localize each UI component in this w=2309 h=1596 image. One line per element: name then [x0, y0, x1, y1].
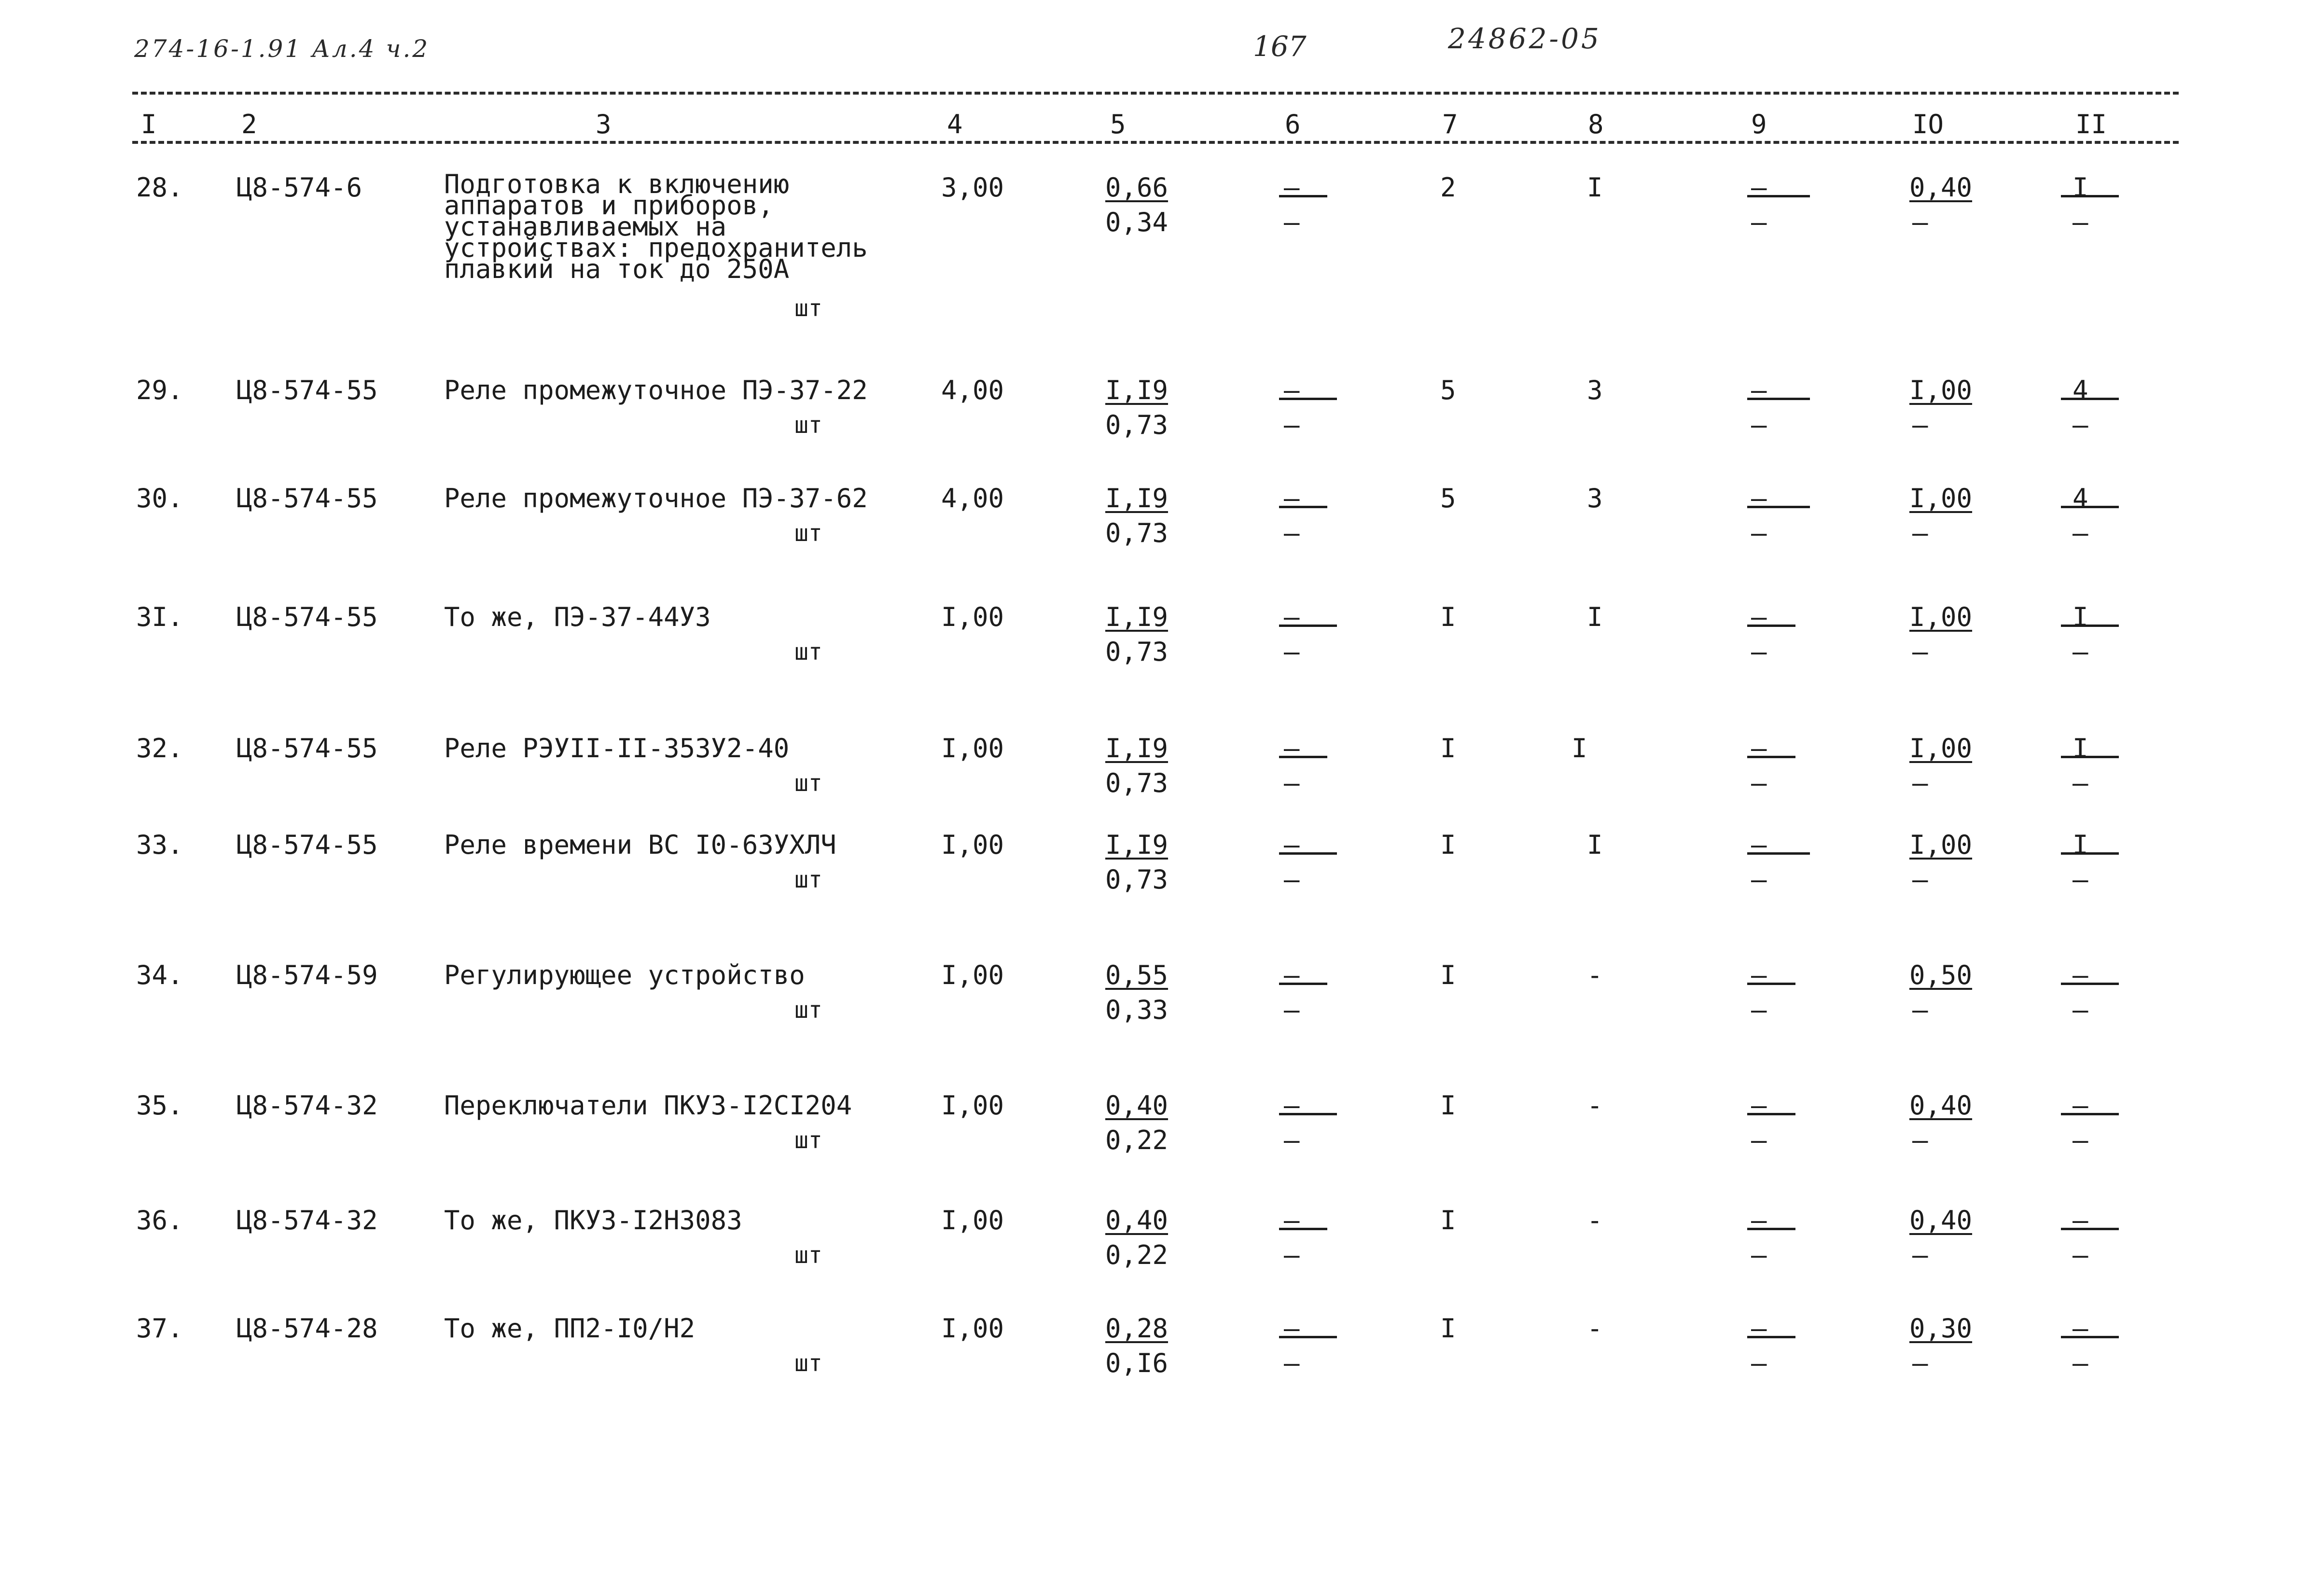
col10-numerator: I,00 — [1909, 483, 1973, 513]
col11-numerator: I — [2073, 830, 2088, 860]
col9-top: – — [1751, 602, 1767, 632]
column-number-3: 3 — [596, 109, 612, 139]
col11-rule — [2061, 625, 2119, 627]
column-number-4: 4 — [947, 109, 963, 139]
col9-top: – — [1751, 1090, 1767, 1121]
col11-rule — [2061, 506, 2119, 508]
work-description: То же, ПЭ-37-44У3 — [444, 602, 711, 632]
work-description: Реле промежуточное ПЭ-37-62 — [444, 483, 868, 513]
work-description: Реле РЭУII-II-353У2-40 — [444, 733, 790, 763]
col9-bottom: – — [1751, 864, 1767, 895]
col5-denominator: 0,73 — [1105, 768, 1168, 798]
col11-numerator: – — [2073, 960, 2088, 990]
col6-rule — [1279, 398, 1337, 400]
col9-top: – — [1751, 375, 1767, 405]
col6-top: – — [1284, 1205, 1300, 1235]
col8-value: - — [1587, 1313, 1603, 1344]
col5-numerator: 0,55 — [1105, 960, 1168, 990]
col5-numerator: I,I9 — [1105, 375, 1168, 405]
quantity: I,00 — [941, 1313, 1004, 1344]
col9-top: – — [1751, 172, 1767, 203]
col11-numerator: – — [2073, 1205, 2088, 1235]
col11-numerator: I — [2073, 602, 2088, 632]
col11-denominator: – — [2073, 1125, 2088, 1155]
col11-denominator: – — [2073, 995, 2088, 1025]
column-number-10: IO — [1912, 109, 1944, 139]
column-number-5: 5 — [1110, 109, 1126, 139]
col11-numerator: I — [2073, 172, 2088, 203]
col5-denominator: 0,22 — [1105, 1125, 1168, 1155]
unit-of-measure: шт — [794, 520, 822, 547]
work-description: Реле промежуточное ПЭ-37-22 — [444, 375, 868, 405]
row-number: 35. — [136, 1090, 183, 1121]
col6-top: – — [1284, 830, 1300, 860]
col9-bottom: – — [1751, 995, 1767, 1025]
column-number-9: 9 — [1751, 109, 1767, 139]
row-number: 33. — [136, 830, 183, 860]
col10-denominator: – — [1912, 410, 1928, 440]
norm-code: Ц8-574-55 — [236, 733, 378, 763]
col10-numerator: 0,40 — [1909, 1205, 1973, 1235]
col9-rule — [1747, 195, 1810, 197]
col9-bottom: – — [1751, 1240, 1767, 1270]
col9-bottom: – — [1751, 207, 1767, 237]
col6-bottom: – — [1284, 1240, 1300, 1270]
norm-code: Ц8-574-55 — [236, 483, 378, 513]
col11-numerator: – — [2073, 1313, 2088, 1344]
quantity: 4,00 — [941, 483, 1004, 513]
header-rule-top — [132, 92, 2179, 95]
col9-rule — [1747, 756, 1795, 758]
col6-top: – — [1284, 172, 1300, 203]
column-number-7: 7 — [1442, 109, 1458, 139]
col6-rule — [1279, 852, 1337, 855]
col5-numerator: I,I9 — [1105, 483, 1168, 513]
row-number: 36. — [136, 1205, 183, 1235]
quantity: 3,00 — [941, 172, 1004, 203]
col11-denominator: – — [2073, 410, 2088, 440]
col11-rule — [2061, 1228, 2119, 1230]
row-number: 37. — [136, 1313, 183, 1344]
col6-top: – — [1284, 483, 1300, 513]
col6-top: – — [1284, 733, 1300, 763]
col5-denominator: 0,73 — [1105, 410, 1168, 440]
col7-value: 2 — [1440, 172, 1456, 203]
col5-denominator: 0,33 — [1105, 995, 1168, 1025]
norm-code: Ц8-574-55 — [236, 602, 378, 632]
col6-bottom: – — [1284, 864, 1300, 895]
work-description: То же, ПП2-I0/Н2 — [444, 1313, 695, 1344]
col8-value: 3 — [1587, 375, 1603, 405]
col10-numerator: I,00 — [1909, 830, 1973, 860]
col10-denominator: – — [1912, 864, 1928, 895]
row-number: 34. — [136, 960, 183, 990]
col5-denominator: 0,22 — [1105, 1240, 1168, 1270]
unit-of-measure: шт — [794, 997, 822, 1024]
quantity: I,00 — [941, 733, 1004, 763]
col8-value: - — [1587, 1090, 1603, 1121]
col10-numerator: I,00 — [1909, 733, 1973, 763]
col6-bottom: – — [1284, 1348, 1300, 1378]
col9-bottom: – — [1751, 410, 1767, 440]
col7-value: I — [1440, 733, 1456, 763]
col9-rule — [1747, 1336, 1795, 1338]
quantity: I,00 — [941, 830, 1004, 860]
col9-rule — [1747, 852, 1810, 855]
col10-numerator: 0,50 — [1909, 960, 1973, 990]
col5-numerator: I,I9 — [1105, 602, 1168, 632]
col6-bottom: – — [1284, 207, 1300, 237]
col11-denominator: – — [2073, 637, 2088, 667]
col11-denominator: – — [2073, 864, 2088, 895]
col5-denominator: 0,73 — [1105, 637, 1168, 667]
col5-numerator: I,I9 — [1105, 830, 1168, 860]
col9-bottom: – — [1751, 518, 1767, 548]
col7-value: 5 — [1440, 483, 1456, 513]
col7-value: I — [1440, 960, 1456, 990]
col9-rule — [1747, 1113, 1795, 1115]
col9-rule — [1747, 1228, 1795, 1230]
work-description: Подготовка к включению аппаратов и приборов, устанавливаемых на устройствах: предохранитель плавкий на ток до 250А — [444, 169, 868, 284]
unit-of-measure: шт — [794, 638, 822, 666]
col6-rule — [1279, 1336, 1337, 1338]
col10-denominator: – — [1912, 518, 1928, 548]
col6-rule — [1279, 195, 1327, 197]
col6-top: – — [1284, 602, 1300, 632]
col6-top: – — [1284, 1090, 1300, 1121]
unit-of-measure: шт — [794, 866, 822, 893]
col11-rule — [2061, 852, 2119, 855]
col10-numerator: I,00 — [1909, 602, 1973, 632]
col10-denominator: – — [1912, 207, 1928, 237]
work-description: Регулирующее устройство — [444, 960, 805, 990]
col7-value: I — [1440, 1090, 1456, 1121]
unit-of-measure: шт — [794, 1242, 822, 1269]
col7-value: I — [1440, 602, 1456, 632]
row-number: 30. — [136, 483, 183, 513]
col8-value: I — [1587, 172, 1603, 203]
col6-rule — [1279, 756, 1327, 758]
col6-bottom: – — [1284, 768, 1300, 798]
col10-denominator: – — [1912, 1240, 1928, 1270]
col10-numerator: 0,40 — [1909, 1090, 1973, 1121]
col9-rule — [1747, 506, 1810, 508]
norm-code: Ц8-574-32 — [236, 1090, 378, 1121]
col9-top: – — [1751, 733, 1767, 763]
col8-value: 3 — [1587, 483, 1603, 513]
col6-bottom: – — [1284, 518, 1300, 548]
col10-numerator: 0,30 — [1909, 1313, 1973, 1344]
quantity: I,00 — [941, 602, 1004, 632]
col10-numerator: I,00 — [1909, 375, 1973, 405]
col6-bottom: – — [1284, 637, 1300, 667]
col7-value: I — [1440, 1313, 1456, 1344]
col9-bottom: – — [1751, 637, 1767, 667]
col7-value: I — [1440, 830, 1456, 860]
col5-numerator: 0,40 — [1105, 1090, 1168, 1121]
col11-denominator: – — [2073, 1348, 2088, 1378]
col10-denominator: – — [1912, 1125, 1928, 1155]
column-number-1: I — [141, 109, 157, 139]
col6-rule — [1279, 1113, 1337, 1115]
col6-bottom: – — [1284, 410, 1300, 440]
unit-of-measure: шт — [794, 412, 822, 439]
col6-top: – — [1284, 375, 1300, 405]
unit-of-measure: шт — [794, 295, 822, 322]
col11-numerator: I — [2073, 733, 2088, 763]
unit-of-measure: шт — [794, 1350, 822, 1377]
col8-value: I — [1572, 733, 1587, 763]
col10-denominator: – — [1912, 768, 1928, 798]
col9-top: – — [1751, 1205, 1767, 1235]
col11-rule — [2061, 1113, 2119, 1115]
col9-rule — [1747, 983, 1795, 985]
col9-bottom: – — [1751, 1125, 1767, 1155]
col6-bottom: – — [1284, 995, 1300, 1025]
header-rule-bottom — [132, 141, 2179, 144]
col11-numerator: 4 — [2073, 483, 2088, 513]
col10-denominator: – — [1912, 995, 1928, 1025]
col11-rule — [2061, 195, 2119, 197]
col5-numerator: 0,28 — [1105, 1313, 1168, 1344]
col6-bottom: – — [1284, 1125, 1300, 1155]
unit-of-measure: шт — [794, 770, 822, 797]
work-description: Реле времени ВС I0-63УХЛЧ — [444, 830, 836, 860]
col11-denominator: – — [2073, 1240, 2088, 1270]
row-number: 29. — [136, 375, 183, 405]
col6-rule — [1279, 983, 1327, 985]
col11-rule — [2061, 1336, 2119, 1338]
col9-rule — [1747, 625, 1795, 627]
unit-of-measure: шт — [794, 1127, 822, 1154]
work-description: То же, ПКУ3-I2Н3083 — [444, 1205, 742, 1235]
col5-denominator: 0,73 — [1105, 864, 1168, 895]
col6-rule — [1279, 506, 1327, 508]
col9-top: – — [1751, 483, 1767, 513]
col9-top: – — [1751, 960, 1767, 990]
col11-numerator: 4 — [2073, 375, 2088, 405]
page-number: 167 — [1253, 30, 1307, 63]
col10-numerator: 0,40 — [1909, 172, 1973, 203]
norm-code: Ц8-574-55 — [236, 830, 378, 860]
col9-bottom: – — [1751, 1348, 1767, 1378]
col6-top: – — [1284, 960, 1300, 990]
document-code: 24862-05 — [1448, 22, 1601, 55]
col9-top: – — [1751, 830, 1767, 860]
col5-numerator: 0,40 — [1105, 1205, 1168, 1235]
quantity: 4,00 — [941, 375, 1004, 405]
col11-denominator: – — [2073, 518, 2088, 548]
col7-value: I — [1440, 1205, 1456, 1235]
col5-numerator: 0,66 — [1105, 172, 1168, 203]
document-reference: 274-16-1.91 Ал.4 ч.2 — [134, 35, 430, 63]
col11-rule — [2061, 756, 2119, 758]
norm-code: Ц8-574-55 — [236, 375, 378, 405]
column-number-8: 8 — [1588, 109, 1604, 139]
norm-code: Ц8-574-28 — [236, 1313, 378, 1344]
col9-rule — [1747, 398, 1810, 400]
col8-value: I — [1587, 602, 1603, 632]
norm-code: Ц8-574-6 — [236, 172, 362, 203]
row-number: 32. — [136, 733, 183, 763]
column-number-2: 2 — [241, 109, 257, 139]
row-number: 3I. — [136, 602, 183, 632]
col6-rule — [1279, 625, 1337, 627]
norm-code: Ц8-574-59 — [236, 960, 378, 990]
row-number: 28. — [136, 172, 183, 203]
col7-value: 5 — [1440, 375, 1456, 405]
quantity: I,00 — [941, 1205, 1004, 1235]
col8-value: - — [1587, 1205, 1603, 1235]
col8-value: - — [1587, 960, 1603, 990]
col5-numerator: I,I9 — [1105, 733, 1168, 763]
col6-rule — [1279, 1228, 1327, 1230]
col9-top: – — [1751, 1313, 1767, 1344]
work-description: Переключатели ПКУ3-I2СI204 — [444, 1090, 852, 1121]
col11-denominator: – — [2073, 768, 2088, 798]
col8-value: I — [1587, 830, 1603, 860]
col11-numerator: – — [2073, 1090, 2088, 1121]
col11-rule — [2061, 398, 2119, 400]
column-number-11: II — [2075, 109, 2107, 139]
quantity: I,00 — [941, 1090, 1004, 1121]
col5-denominator: 0,73 — [1105, 518, 1168, 548]
col10-denominator: – — [1912, 1348, 1928, 1378]
col6-top: – — [1284, 1313, 1300, 1344]
column-number-6: 6 — [1285, 109, 1301, 139]
col11-denominator: – — [2073, 207, 2088, 237]
col11-rule — [2061, 983, 2119, 985]
norm-code: Ц8-574-32 — [236, 1205, 378, 1235]
col5-denominator: 0,34 — [1105, 207, 1168, 237]
col5-denominator: 0,I6 — [1105, 1348, 1168, 1378]
col9-bottom: – — [1751, 768, 1767, 798]
col10-denominator: – — [1912, 637, 1928, 667]
quantity: I,00 — [941, 960, 1004, 990]
